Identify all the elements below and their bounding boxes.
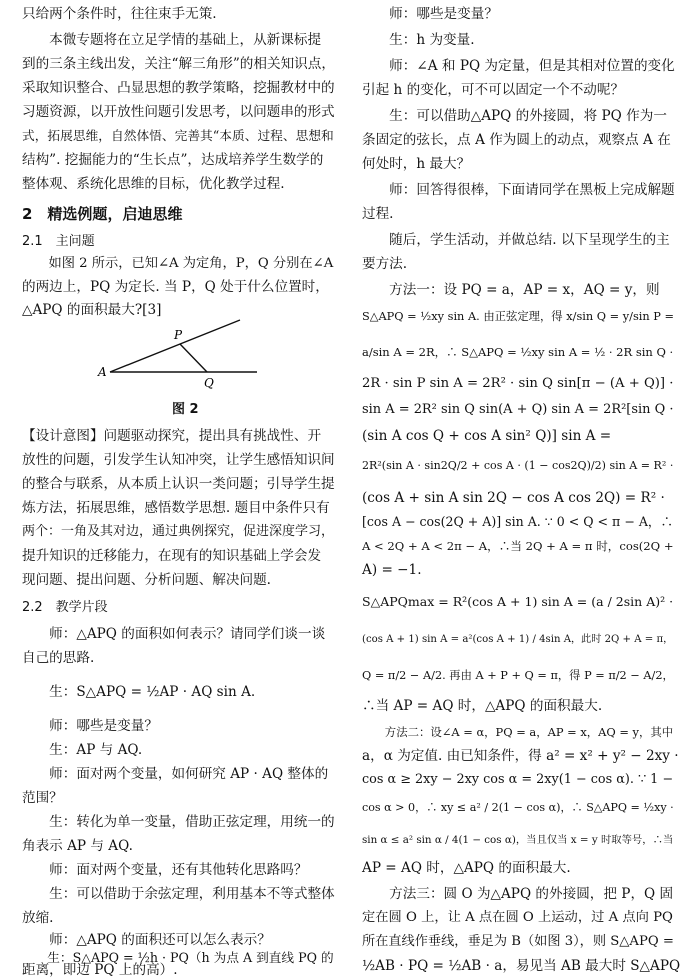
text-line: 结构”. 挖掘能力的“生长点”，达成培养学生数学的	[22, 152, 324, 168]
text-line: 采取知识整合、凸显思想的教学策略，挖掘教材中的	[22, 80, 335, 96]
method-line: 方法三：圆 O 为△APQ 的外接圆，把 P，Q 固	[362, 886, 674, 902]
design-line: 两个：一角及其对边，通过典例探究，促进深度学习，	[22, 524, 335, 539]
text-line: 习题资源，以开放性问题引发思考，以问题串的形式	[22, 104, 335, 120]
method-line: ∴当 AP = AQ 时，△APQ 的面积最大.	[362, 698, 603, 714]
method-line: cos α > 0，∴ xy ≤ a² / 2(1 − cos α)，∴ S△APQ = ½xy ·	[362, 801, 674, 814]
dialog-line: 师：面对两个变量，如何研究 AP · AQ 整体的	[22, 766, 329, 782]
segment-pq	[180, 344, 207, 372]
text-line: 条固定的弦长，点 A 作为圆上的动点，观察点 A 在	[362, 132, 671, 148]
design-line: 【设计意图】问题驱动探究，提出具有挑战性、开	[22, 428, 322, 444]
dialog-line: 生：S△APQ = ½h · PQ（h 为点 A 到直线 PQ 的	[22, 950, 334, 965]
problem-line: △APQ 的面积最大?[3]	[22, 302, 162, 318]
method-line: A) = −1.	[362, 562, 422, 578]
vertex-label-a: A	[98, 365, 107, 379]
text-line: 过程.	[362, 206, 394, 222]
subsection-heading: 2.1 主问题	[22, 234, 95, 249]
method-line: 方法一：设 PQ = a，AP = x，AQ = y，则	[362, 282, 660, 298]
method-line: (cos A + 1) sin A = a²(cos A + 1) / 4sin A，此时 2Q + A = π，	[362, 634, 674, 645]
method-line: ½AB · PQ = ½AB · a，易见当 AB 最大时 S△APQ	[362, 958, 681, 974]
method-line: 定在圆 O 上，让 A 点在圆 O 上运动，过 A 点向 PQ	[362, 910, 673, 925]
method-line: [cos A − cos(2Q + A)] sin A. ∵ 0 < Q < π − A，∴	[362, 514, 674, 529]
text-line: 本微专题将在立足学情的基础上，从新课标提	[22, 32, 322, 48]
text-line: 整体观、系统化思维的目标，优化教学过程.	[22, 176, 285, 192]
dialog-line: 师：面对两个变量，还有其他转化思路吗？	[22, 862, 308, 878]
dialog-line: 师：△APQ 的面积还可以怎么表示？	[22, 932, 271, 948]
vertex-label-p: P	[174, 328, 183, 342]
text-line: 式，拓展思维，自然体悟、完善其“本质、过程、思想和	[22, 128, 334, 143]
problem-line: 的两边上，PQ 为定长. 当 P，Q 处于什么位置时，	[22, 279, 329, 295]
text-line: 师：回答得很棒，下面请同学在黑板上完成解题	[362, 182, 675, 198]
text-line: 到的三条主线出发，关注“解三角形”的相关知识点，	[22, 56, 335, 72]
text-line: 随后，学生活动，并做总结. 以下呈现学生的主	[362, 232, 670, 248]
method-line: Q = π/2 − A/2. 再由 A + P + Q = π，得 P = π/2 − A/2，	[362, 669, 674, 682]
dialog-line: 生：AP 与 AQ.	[22, 742, 143, 758]
method-line: S△APQmax = R²(cos A + 1) sin A = (a / 2sin A)² ·	[362, 594, 674, 609]
method-line: 2R · sin P sin A = 2R² · sin Q sin[π − (A + Q)] ·	[362, 376, 674, 391]
figure-caption: 图 2	[172, 402, 199, 417]
method-line: a，α 为定值. 由已知条件，得 a² = x² + y² − 2xy ·	[362, 748, 679, 764]
text-line: 师：∠A 和 PQ 为定量，但是其相对位置的变化	[362, 58, 675, 74]
dialog-line: 生：S△APQ = ½AP · AQ sin A.	[22, 684, 256, 700]
dialog-line: 生：转化为单一变量，借助正弦定理，用统一的	[22, 814, 335, 830]
method-line: cos α ≥ 2xy − 2xy cos α = 2xy(1 − cos α). ∵ 1 −	[362, 772, 674, 787]
dialog-line: 师：哪些是变量？	[22, 718, 158, 734]
text-line: 只给两个条件时，往往束手无策.	[22, 6, 217, 22]
problem-line: 如图 2 所示，已知∠A 为定角，P，Q 分别在∠A	[22, 256, 334, 271]
method-line: (sin A cos Q + cos A sin² Q)] sin A =	[362, 428, 612, 444]
text-line: 生：h 为变量.	[362, 32, 475, 48]
design-line: 提升知识的迁移能力，在现有的知识基础上学会发	[22, 548, 322, 564]
text-line: 引起 h 的变化，可不可以固定一个不动呢？	[362, 82, 625, 98]
triangle-figure	[82, 312, 262, 392]
design-line: 放性的问题，引发学生认知冲突，让学生感悟知识间	[22, 452, 335, 468]
dialog-line: 范围？	[22, 790, 63, 806]
text-line: 师：哪些是变量？	[362, 6, 498, 22]
dialog-line: 距离，即边 PQ 上的高）.	[22, 962, 178, 978]
text-line: 要方法.	[362, 256, 408, 272]
method-line: (cos A + sin A sin 2Q − cos A cos 2Q) = R² ·	[362, 490, 665, 506]
vertex-label-q: Q	[204, 376, 214, 390]
method-line: S△APQ = ½xy sin A. 由正弦定理，得 x/sin Q = y/sin P =	[362, 309, 675, 323]
method-line: sin α ≤ a² sin α / 4(1 − cos α)，当且仅当 x = y 时取等号，∴当	[362, 834, 674, 846]
method-line: AP = AQ 时，△APQ 的面积最大.	[362, 860, 571, 876]
design-line: 炼方法，拓展思维，感悟数学思想. 题目中条件只有	[22, 500, 330, 516]
dialog-line: 自己的思路.	[22, 650, 95, 666]
design-line: 现问题、提出问题、分析问题、解决问题.	[22, 572, 272, 588]
dialog-line: 角表示 AP 与 AQ.	[22, 838, 133, 854]
method-line: 2R²(sin A · sin2Q/2 + cos A · (1 − cos2Q)/2) sin A = R² ·	[362, 459, 674, 472]
method-line: sin A = 2R² sin Q sin(A + Q) sin A = 2R²[sin Q ·	[362, 402, 674, 417]
method-line: A < 2Q + A < 2π − A，∴当 2Q + A = π 时，cos(2Q +	[362, 539, 674, 553]
method-line: a/sin A = 2R，∴ S△APQ = ½xy sin A = ½ · 2R sin Q ·	[362, 345, 674, 359]
dialog-line: 生：可以借助于余弦定理，利用基本不等式整体	[22, 886, 335, 902]
dialog-line: 师：△APQ 的面积如何表示？请同学们谈一谈	[22, 626, 326, 642]
subsection-heading: 2.2 教学片段	[22, 600, 108, 615]
design-line: 的整合与联系，从本质上认识一类问题；引导学生提	[22, 476, 335, 492]
text-line: 何处时，h 最大？	[362, 156, 471, 172]
section-heading: 2 精选例题，启迪思维	[22, 205, 183, 223]
method-line: 方法二：设∠A = α，PQ = a，AP = x，AQ = y，其中	[362, 725, 674, 739]
text-line: 生：可以借助△APQ 的外接圆，将 PQ 作为一	[362, 108, 667, 124]
dialog-line: 放缩.	[22, 910, 54, 926]
method-line: 所在直线作垂线，垂足为 B（如图 3），则 S△APQ =	[362, 934, 674, 949]
